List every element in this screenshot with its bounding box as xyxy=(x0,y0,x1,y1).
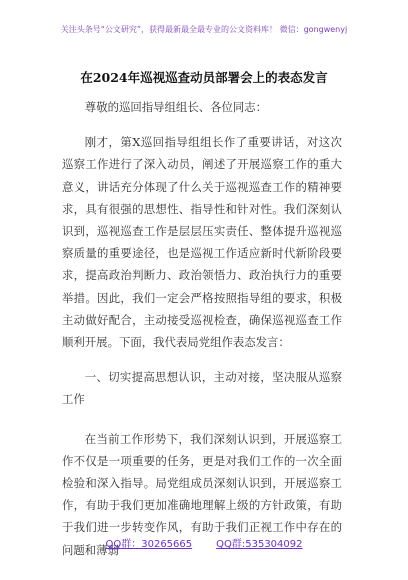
section-heading-1: 一、切实提高思想认识，主动对接，坚决服从巡察工作 xyxy=(62,370,342,407)
document-body xyxy=(62,96,342,561)
qq-group-link-1[interactable]: QQ群：30265665 xyxy=(105,539,193,550)
qq-group-link-2[interactable]: QQ群:535304092 xyxy=(216,539,303,550)
footer-contact xyxy=(0,535,408,550)
paragraph-opening: 刚才，第X巡回指导组组长作了重要讲话，对这次巡察工作进行了深入动员，阐述了开展巡察工作的重大意义，讲话充分体现了什么关于巡视巡查工作的精神要求，具有很强的思想性、指导性和针对性。我们深刻认识到，巡视巡查工作是层层压实责任、整体提升巡视巡察质量的重要途径，也是巡视工作适应新时代新阶段要求，提高政治判断力、政治领悟力、政治执行力的重要举措。因此，我们一定会严格按照指导组的要求，积极主动做好配合，主动接受巡视检查，确保巡视巡查工作顺利开展。下面，我代表局党组作表态发言： xyxy=(62,135,342,350)
document-title: 在2024年巡视巡查动员部署会上的表态发言 xyxy=(80,70,328,85)
header-promo-note: 关注头条号“公文研究”，获得最新最全最专业的公文资料库！ 微信：gongwenyj xyxy=(60,25,348,34)
salutation: 尊敬的巡回指导组组长、各位同志： xyxy=(84,100,268,114)
paragraph-section-1: 在当前工作形势下，我们深刻认识到，开展巡察工作不仅是一项重要的任务，更是对我们工作的一次全面检验和深入指导。局党组成员深刻认识到，开展巡察工作，有助于我们更加准确地理解上级的方针政策，有助于我们进一步转变作风，有助于我们正视工作中存在的问题和薄弱 xyxy=(62,431,342,557)
